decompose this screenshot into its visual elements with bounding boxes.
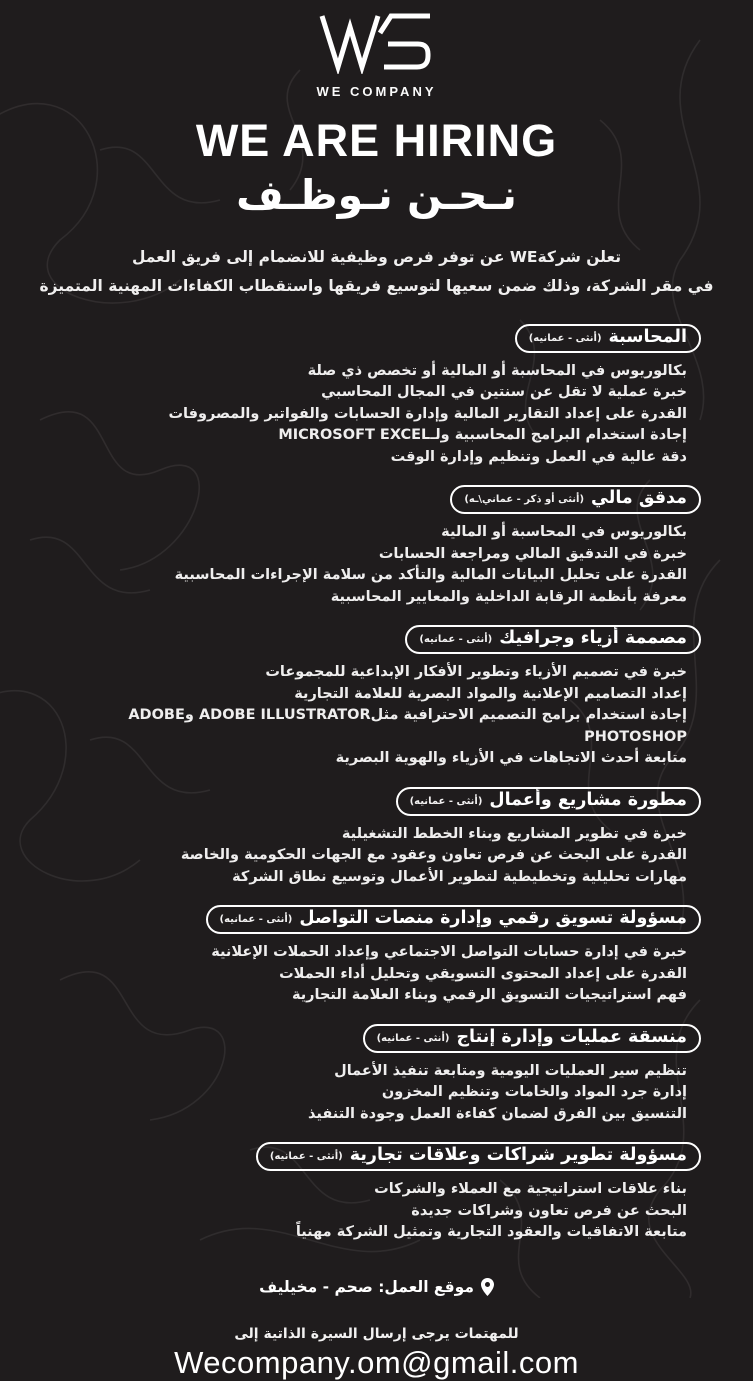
job-listings xyxy=(0,324,753,1244)
we-logo-icon xyxy=(316,10,438,74)
requirement-line: مهارات تحليلية وتخطيطية لتطوير الأعمال وتوسيع نطاق الشركة xyxy=(232,868,687,885)
hiring-title-english: WE ARE HIRING xyxy=(195,115,558,166)
job-title-badge xyxy=(256,1142,701,1171)
intro-paragraph xyxy=(0,243,753,302)
location-pin-icon xyxy=(481,1278,494,1296)
intro-line-1: تعلن شركةWE عن توفر فرص وظيفية للانضمام إلى فريق العمل xyxy=(131,248,622,266)
job-gender-note: (أنثى - عمانيه) xyxy=(219,914,293,926)
job-title: منسقة عمليات وإدارة إنتاج xyxy=(456,1026,687,1047)
job-title: مسؤولة تسويق رقمي وإدارة منصات التواصل xyxy=(299,908,687,929)
company-name-label: WE COMPANY xyxy=(316,84,437,99)
requirement-line: البحث عن فرص تعاون وشراكات جديدة xyxy=(411,1202,687,1219)
job-title: مطورة مشاريع وأعمال xyxy=(489,789,687,810)
job-requirements xyxy=(36,361,687,469)
job-title-badge xyxy=(396,787,701,816)
requirement-line: القدرة على إعداد التقارير المالية وإدارة الحسابات والفواتير والمصروفات xyxy=(168,405,687,422)
job-title-badge xyxy=(405,625,701,654)
job-gender-note: (أنثى - عمانيه) xyxy=(376,1032,450,1044)
requirement-line: دقة عالية في العمل وتنظيم وإدارة الوقت xyxy=(390,448,687,465)
job-requirements xyxy=(36,662,687,770)
job-requirements xyxy=(36,522,687,608)
requirement-line: متابعة الاتفاقيات والعقود التجارية وتمثيل الشركة مهنياً xyxy=(295,1224,687,1241)
hiring-title-arabic: نـحـن نـوظـف xyxy=(236,171,517,219)
job-section-accounting xyxy=(36,324,701,469)
job-section-business-developer xyxy=(36,787,701,889)
job-section-digital-marketing xyxy=(36,905,701,1007)
requirement-line: فهم استراتيجيات التسويق الرقمي وبناء العلامة التجارية xyxy=(291,987,687,1004)
job-requirements xyxy=(36,1061,687,1126)
job-title: مصممة أزياء وجرافيك xyxy=(499,628,687,649)
job-requirements xyxy=(36,1179,687,1244)
requirement-line: إجادة استخدام برامج التصميم الاحترافية مثلADOBE ILLUSTRATOR وADOBE PHOTOSHOP xyxy=(128,707,687,745)
job-title: المحاسبة xyxy=(608,326,687,347)
requirement-line: القدرة على البحث عن فرص تعاون وعقود مع الجهات الحكومية والخاصة xyxy=(180,847,687,864)
requirement-line: إجادة استخدام البرامج المحاسبية ولـMICROSOFT EXCEL xyxy=(278,427,687,444)
job-title-badge xyxy=(515,324,701,353)
requirement-line: بكالوريوس في المحاسبة أو المالية xyxy=(441,524,687,541)
job-section-fashion-graphic-designer xyxy=(36,625,701,770)
job-section-operations-coordinator xyxy=(36,1024,701,1126)
job-gender-note: (أنثى أو ذكر - عماني\ـه) xyxy=(464,494,585,506)
requirement-line: بكالوريوس في المحاسبة أو المالية أو تخصص ذي صلة xyxy=(307,362,687,379)
requirement-line: خبرة في إدارة حسابات التواصل الاجتماعي وإعداد الحملات الإعلانية xyxy=(211,944,687,961)
requirement-line: معرفة بأنظمة الرقابة الداخلية والمعايير المحاسبية xyxy=(330,588,687,605)
requirement-line: خبرة في التدقيق المالي ومراجعة الحسابات xyxy=(378,545,687,562)
job-gender-note: (أنثى - عمانيه) xyxy=(409,795,483,807)
requirement-line: خبرة عملية لا تقل عن سنتين في المجال المحاسبي xyxy=(321,384,687,401)
job-gender-note: (أنثى - عمانيه) xyxy=(528,332,602,344)
requirement-line: القدرة على تحليل البيانات المالية والتأكد من سلامة الإجراءات المحاسبية xyxy=(174,567,687,584)
job-requirements xyxy=(36,824,687,889)
work-location-text: موقع العمل: صحم - مخيليف xyxy=(259,1277,474,1296)
application-cta: للمهتمات يرجى إرسال السيرة الذاتية إلى xyxy=(234,1325,519,1342)
job-requirements xyxy=(36,942,687,1007)
job-title: مدقق مالي xyxy=(591,488,687,509)
requirement-line: تنظيم سير العمليات اليومية ومتابعة تنفيذ الأعمال xyxy=(334,1062,687,1079)
requirement-line: إعداد التصاميم الإعلانية والمواد البصرية للعلامة التجارية xyxy=(294,685,687,702)
requirement-line: بناء علاقات استراتيجية مع العملاء والشركات xyxy=(374,1181,687,1198)
requirement-line: إدارة جرد المواد والخامات وتنظيم المخزون xyxy=(381,1084,687,1101)
job-gender-note: (أنثى - عمانيه) xyxy=(269,1151,343,1163)
job-section-partnerships-developer xyxy=(36,1142,701,1244)
requirement-line: القدرة على إعداد المحتوى التسويقي وتحليل أداء الحملات xyxy=(279,965,687,982)
requirement-line: خبرة في تصميم الأزياء وتطوير الأفكار الإبداعية للمجموعات xyxy=(265,664,687,681)
job-title-badge xyxy=(206,905,702,934)
application-email-link[interactable]: Wecompany.om@gmail.com xyxy=(174,1344,579,1380)
intro-line-2: في مقر الشركة، وذلك ضمن سعيها لتوسيع فريقها واستقطاب الكفاءات المهنية المتميزة xyxy=(39,277,714,296)
job-gender-note: (أنثى - عمانيه) xyxy=(419,634,493,646)
work-location xyxy=(0,1278,753,1296)
job-title-badge xyxy=(363,1024,701,1053)
job-section-financial-auditor xyxy=(36,485,701,608)
logo-block xyxy=(0,10,753,99)
requirement-line: متابعة أحدث الاتجاهات في الأزياء والهوية البصرية xyxy=(335,750,687,767)
job-title-badge xyxy=(450,485,701,514)
requirement-line: التنسيق بين الفرق لضمان كفاءة العمل وجودة التنفيذ xyxy=(308,1105,687,1122)
requirement-line: خبرة في تطوير المشاريع وبناء الخطط التشغيلية xyxy=(341,825,687,842)
job-title: مسؤولة تطوير شراكات وعلاقات تجارية xyxy=(349,1145,687,1166)
